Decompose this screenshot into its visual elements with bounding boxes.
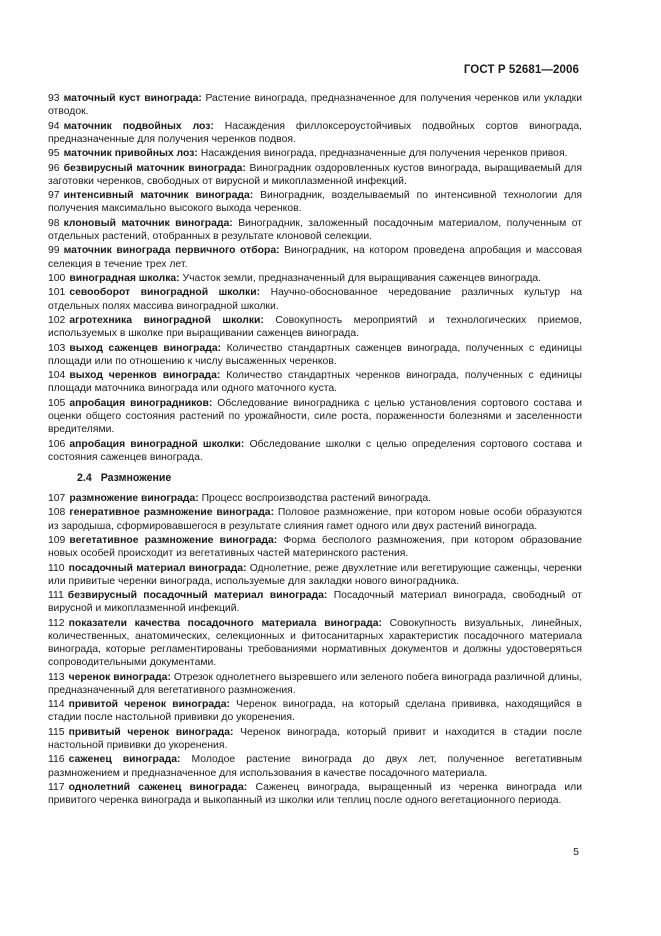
term-number: 103 [48, 342, 66, 354]
term-number: 94 [48, 120, 60, 132]
term-entry [48, 244, 582, 270]
term-entry [48, 726, 582, 752]
term-definition: Посадочный материал винограда, свободный от вирусной и микоплазменной инфекций. [48, 590, 583, 615]
term-name: маточник привойных лоз: [63, 148, 198, 160]
term-entry [48, 314, 582, 340]
term-definition: Обследование виноградника с целью установления сортового состава и оценки общего состояния растений по урожайности, силе роста, пораженности болезнями и заселенности вредителями. [48, 397, 582, 436]
term-definition: Виноградник, возделываемый по интенсивной технологии для получения максимально высокого выхода черенков. [48, 190, 583, 215]
term-number: 116 [48, 754, 65, 766]
term-definition: Саженец винограда, выращенный из черенка винограда или привитого черенка винограда и выкопанный из школки или теплиц после одного вегетационного периода. [48, 782, 583, 807]
term-entry [48, 753, 582, 779]
term-name: генеративное размножение винограда: [69, 507, 275, 519]
term-number: 93 [48, 93, 60, 104]
term-name: саженец винограда: [68, 754, 181, 766]
term-definition: Количество стандартных черенков винограда, полученных с единицы площади маточника винограда или одного маточного куста. [48, 370, 583, 395]
term-entry [48, 534, 582, 560]
term-number: 108 [48, 507, 66, 519]
term-definition: Процесс воспроизводства растений винограда. [201, 492, 432, 504]
term-definition: Участок земли, предназначенный для выращивания саженцев винограда. [182, 272, 542, 284]
term-definition: Половое размножение, при котором новые особи образуются из зародыша, сформировавшегося в результате слияния гамет одного или двух растений винограда. [48, 507, 582, 532]
term-number: 99 [48, 245, 60, 257]
term-name: интенсивный маточник винограда: [63, 190, 254, 202]
term-number: 117 [48, 782, 65, 794]
term-name: апробация виноградной школки: [69, 438, 245, 450]
term-definition: Совокупность мероприятий и технологических приемов, используемых в школке при выращивании саженцев винограда. [48, 314, 583, 340]
term-entry [48, 506, 582, 532]
term-definition: Виноградник, заложенный посадочным материалом, полученным от отдельных растений, отобранных в результате клоновой селекции. [48, 217, 583, 242]
term-entry [48, 92, 582, 118]
document-body [48, 92, 582, 809]
term-number: 102 [48, 314, 66, 326]
term-entry [48, 492, 582, 505]
term-name: маточник винограда первичного отбора: [63, 245, 280, 257]
term-definition: Виноградник, на котором проведена апробация и массовая селекция в течение трех лет. [48, 245, 582, 270]
term-entry [48, 617, 582, 670]
term-entry [48, 671, 582, 697]
term-entry [48, 120, 582, 146]
section-number: 2.4 [77, 471, 92, 484]
term-name: выход саженцев винограда: [69, 342, 222, 354]
term-entry [48, 286, 582, 312]
term-number: 113 [48, 671, 65, 683]
term-number: 97 [48, 190, 60, 202]
term-number: 95 [48, 148, 60, 160]
term-number: 96 [48, 162, 60, 174]
term-number: 101 [48, 287, 66, 299]
term-entry [48, 562, 582, 588]
term-name: безвирусный посадочный материал винограда: [67, 590, 328, 602]
term-definition: Совокупность визуальных, линейных, количественных, анатомических, селекционных и фитосанитарных характеристик посадочного материала винограда, которые регламентированы требованиями нормативных документов и должны удостоверяться сопроводительными документами. [48, 617, 582, 669]
term-number: 109 [48, 534, 66, 546]
term-definition: Количество стандартных саженцев винограда, полученных с единицы площади или по отношению к числу высаженных черенков. [48, 342, 582, 367]
term-name: севооборот виноградной школки: [69, 287, 261, 299]
term-entry [48, 698, 582, 724]
term-number: 105 [48, 397, 66, 409]
term-definition: Научно-обоснованное чередование различных культур на отдельных полях массива виноградной школки. [48, 287, 583, 312]
term-name: агротехника виноградной школки: [69, 314, 264, 326]
term-entry [48, 369, 582, 395]
term-entry [48, 342, 582, 368]
term-name: размножение винограда: [69, 492, 199, 504]
term-definition: Растение винограда, предназначенное для получения черенков или укладки отводок. [48, 93, 583, 118]
term-definition: Обследование школки с целью определения сортового состава и состояния саженцев винограда. [48, 438, 583, 463]
term-name: однолетний саженец винограда: [68, 782, 248, 794]
term-number: 107 [48, 492, 66, 504]
term-name: привитой черенок винограда: [68, 699, 230, 711]
document-standard-number: ГОСТ Р 52681—2006 [463, 64, 579, 76]
term-name: черенок винограда: [68, 671, 171, 683]
term-number: 111 [48, 590, 64, 602]
page-number: 5 [573, 846, 579, 858]
term-number: 98 [48, 217, 60, 229]
term-number: 100 [48, 272, 66, 284]
term-entry [48, 589, 582, 615]
term-definition: Черенок винограда, на который сделана прививка, находящийся в стадии после настольной прививки до укоренения. [48, 699, 582, 724]
term-entry [48, 397, 582, 437]
term-definition: Отрезок однолетнего вызревшего или зеленого побега винограда различной длины, предназначенный для вегетативного размножения. [48, 671, 582, 696]
term-number: 110 [48, 562, 65, 574]
term-definition: Однолетние, реже двухлетние или вегетирующие саженцы, черенки или привитые черенки винограда, используемые для закладки нового виноградника. [48, 562, 582, 587]
term-name: выход черенков винограда: [69, 370, 221, 382]
term-name: посадочный материал винограда: [68, 562, 247, 574]
term-list-before-section [48, 92, 582, 464]
term-definition: Черенок винограда, который привит и находится в стадии после настольной прививки до укоренения. [48, 726, 582, 752]
term-name: виноградная школка: [69, 272, 180, 284]
section-title: Размножение [100, 471, 172, 484]
term-list-after-section [48, 492, 582, 808]
term-number: 112 [48, 617, 65, 629]
term-number: 114 [48, 699, 65, 711]
term-name: вегетативное размножение винограда: [69, 534, 278, 546]
term-name: апробация виноградников: [69, 397, 213, 409]
term-entry [48, 781, 582, 807]
section-heading [77, 472, 582, 484]
term-name: показатели качества посадочного материала винограда: [68, 617, 382, 629]
term-number: 104 [48, 370, 66, 382]
term-entry [48, 189, 582, 215]
term-name: клоновый маточник винограда: [63, 217, 233, 229]
term-definition: Виноградник оздоровленных кустов винограда, выращиваемый для заготовки черенков, свободных от вирусной и микоплазменной инфекций. [48, 162, 582, 187]
term-entry [48, 217, 582, 243]
term-definition: Насаждения филлоксероустойчивых подвойных сортов винограда, предназначенные для получения черенков подвоя. [48, 120, 582, 145]
term-name: маточник подвойных лоз: [63, 120, 214, 132]
term-number: 115 [48, 726, 65, 738]
term-entry [48, 272, 582, 285]
term-name: маточный куст винограда: [63, 93, 202, 104]
term-definition: Молодое растение винограда до двух лет, полученное вегетативным размножением и предназначенное для использования в качестве посадочного материала. [48, 754, 583, 779]
term-entry [48, 162, 582, 188]
term-definition: Насаждения винограда, предназначенные для получения черенков привоя. [200, 148, 568, 160]
term-name: безвирусный маточник винограда: [63, 162, 246, 174]
term-entry [48, 438, 582, 464]
term-number: 106 [48, 438, 66, 450]
term-name: привитый черенок винограда: [68, 726, 234, 738]
term-definition: Форма бесполого размножения, при котором образование новых особей происходит из вегетативных частей материнского растения. [48, 534, 583, 560]
term-entry [48, 147, 582, 160]
